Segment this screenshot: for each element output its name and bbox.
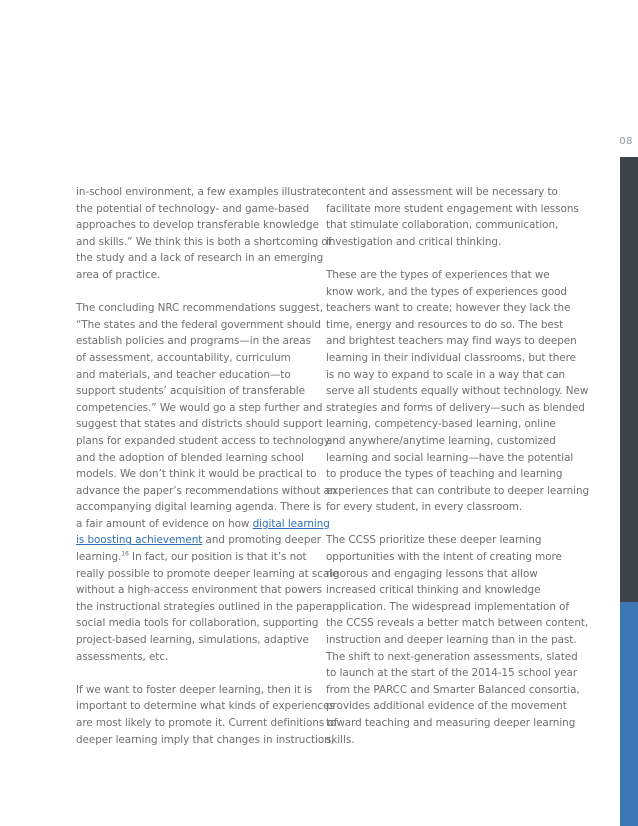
boosting-achievement-link[interactable]: is boosting achievement <box>76 534 203 547</box>
left-column <box>76 184 339 765</box>
text-line: The shift to next-generation assessments, slated <box>326 650 578 663</box>
text-fragment: a fair amount of evidence on how <box>76 517 253 530</box>
left-paragraph-2 <box>76 300 339 665</box>
text-line: the potential of technology- and game-based <box>76 202 310 215</box>
text-line: social media tools for collaboration, supporting <box>76 617 319 630</box>
text-line: the instructional strategies outlined in the paper: <box>76 600 330 613</box>
text-line: to launch at the start of the 2014-15 school year <box>326 667 578 680</box>
text-line: advance the paper’s recommendations without an <box>76 484 337 497</box>
text-line: learning, competency-based learning, online <box>326 418 556 431</box>
text-line: plans for expanded student access to technology <box>76 434 330 447</box>
text-line: facilitate more student engagement with lessons <box>326 202 579 215</box>
text-line: and anywhere/anytime learning, customized <box>326 434 556 447</box>
left-paragraph-1 <box>76 184 332 284</box>
text-line: and brightest teachers may find ways to deepen <box>326 335 577 348</box>
page-number: 08 <box>619 136 633 147</box>
text-line: important to determine what kinds of experiences <box>76 700 335 713</box>
text-line: rigorous and engaging lessons that allow <box>326 567 538 580</box>
text-line: learning and social learning—have the potential <box>326 451 574 464</box>
right-paragraph-3 <box>326 532 589 748</box>
text-line: These are the types of experiences that we <box>326 268 550 281</box>
text-line: really possible to promote deeper learning at scale <box>76 567 339 580</box>
text-line: content and assessment will be necessary to <box>326 186 558 198</box>
right-column <box>326 184 590 765</box>
digital-learning-link[interactable]: digital learning <box>252 517 330 530</box>
text-line: that stimulate collaboration, communication, <box>326 219 559 232</box>
text-line: deeper learning imply that changes in instruction, <box>76 733 334 746</box>
text-line: strategies and forms of delivery—such as blended <box>326 401 585 414</box>
text-line: provides additional evidence of the movement <box>326 700 567 713</box>
text-line: models. We don’t think it would be practical to <box>76 468 317 481</box>
text-line: competencies.” We would go a step further and <box>76 401 323 414</box>
text-line: The concluding NRC recommendations suggest, <box>76 302 324 315</box>
text-line: application. The widespread implementation of <box>326 600 570 613</box>
text-line: teachers want to create; however they lack the <box>326 302 571 315</box>
footnote-marker: 16 <box>121 550 129 558</box>
text-line: accompanying digital learning agenda. There is <box>76 501 322 514</box>
text-line: without a high-access environment that powers <box>76 584 322 597</box>
text-line: establish policies and programs—in the areas <box>76 335 311 348</box>
text-line: learning in their individual classrooms, but there <box>326 351 576 364</box>
text-line: from the PARCC and Smarter Balanced consortia, <box>326 683 580 696</box>
sidebar-accent-dark <box>620 157 638 602</box>
text-line: the study and a lack of research in an emerging <box>76 252 324 265</box>
text-line-with-link <box>76 516 330 533</box>
sidebar-accent-blue <box>620 602 638 826</box>
text-line: increased critical thinking and knowledge <box>326 584 541 597</box>
text-line: approaches to develop transferable knowledge <box>76 219 319 232</box>
text-line: toward teaching and measuring deeper learning <box>326 717 576 729</box>
text-line: and skills.” We think this is both a shortcoming of <box>76 235 332 248</box>
text-line: experiences that can contribute to deeper learning <box>326 484 590 497</box>
text-fragment: and promoting deeper <box>202 534 321 547</box>
right-paragraph-2 <box>326 267 590 516</box>
text-line: serve all students equally without technology. New <box>326 385 589 398</box>
text-line: of assessment, accountability, curriculum <box>76 351 291 364</box>
text-line: “The states and the federal government should <box>76 318 321 331</box>
text-line: area of practice. <box>76 268 161 281</box>
text-fragment: learning. <box>76 551 122 564</box>
text-line: suggest that states and districts should support <box>76 418 323 431</box>
text-line: instruction and deeper learning than in the past. <box>326 634 577 647</box>
text-line: to produce the types of teaching and learning <box>326 468 563 481</box>
text-line: assessments, etc. <box>76 650 169 663</box>
text-line: the CCSS reveals a better match between content, <box>326 617 589 630</box>
text-line: and materials, and teacher education—to <box>76 368 291 381</box>
text-line: in-school environment, a few examples illustrate <box>76 186 328 198</box>
text-line: time, energy and resources to do so. The best <box>326 318 564 331</box>
text-line-with-footnote <box>76 549 324 566</box>
text-fragment: In fact, our position is that it’s not <box>128 551 307 564</box>
text-line: If we want to foster deeper learning, then it is <box>76 683 313 696</box>
text-line: skills. <box>326 733 355 746</box>
text-line: for every student, in every classroom. <box>326 501 523 514</box>
text-line: and the adoption of blended learning school <box>76 451 304 464</box>
right-paragraph-1 <box>326 184 579 250</box>
text-line: is no way to expand to scale in a way that can <box>326 368 566 381</box>
text-line: investigation and critical thinking. <box>326 235 502 248</box>
text-line: know work, and the types of experiences good <box>326 285 567 298</box>
text-line: project-based learning, simulations, adaptive <box>76 634 309 647</box>
text-line: support students’ acquisition of transferable <box>76 385 305 398</box>
text-line-with-link <box>76 532 324 549</box>
text-line: opportunities with the intent of creating more <box>326 551 562 564</box>
left-paragraph-3 <box>76 682 338 748</box>
text-line: are most likely to promote it. Current definitions of <box>76 717 338 729</box>
text-line: The CCSS prioritize these deeper learning <box>326 534 542 547</box>
